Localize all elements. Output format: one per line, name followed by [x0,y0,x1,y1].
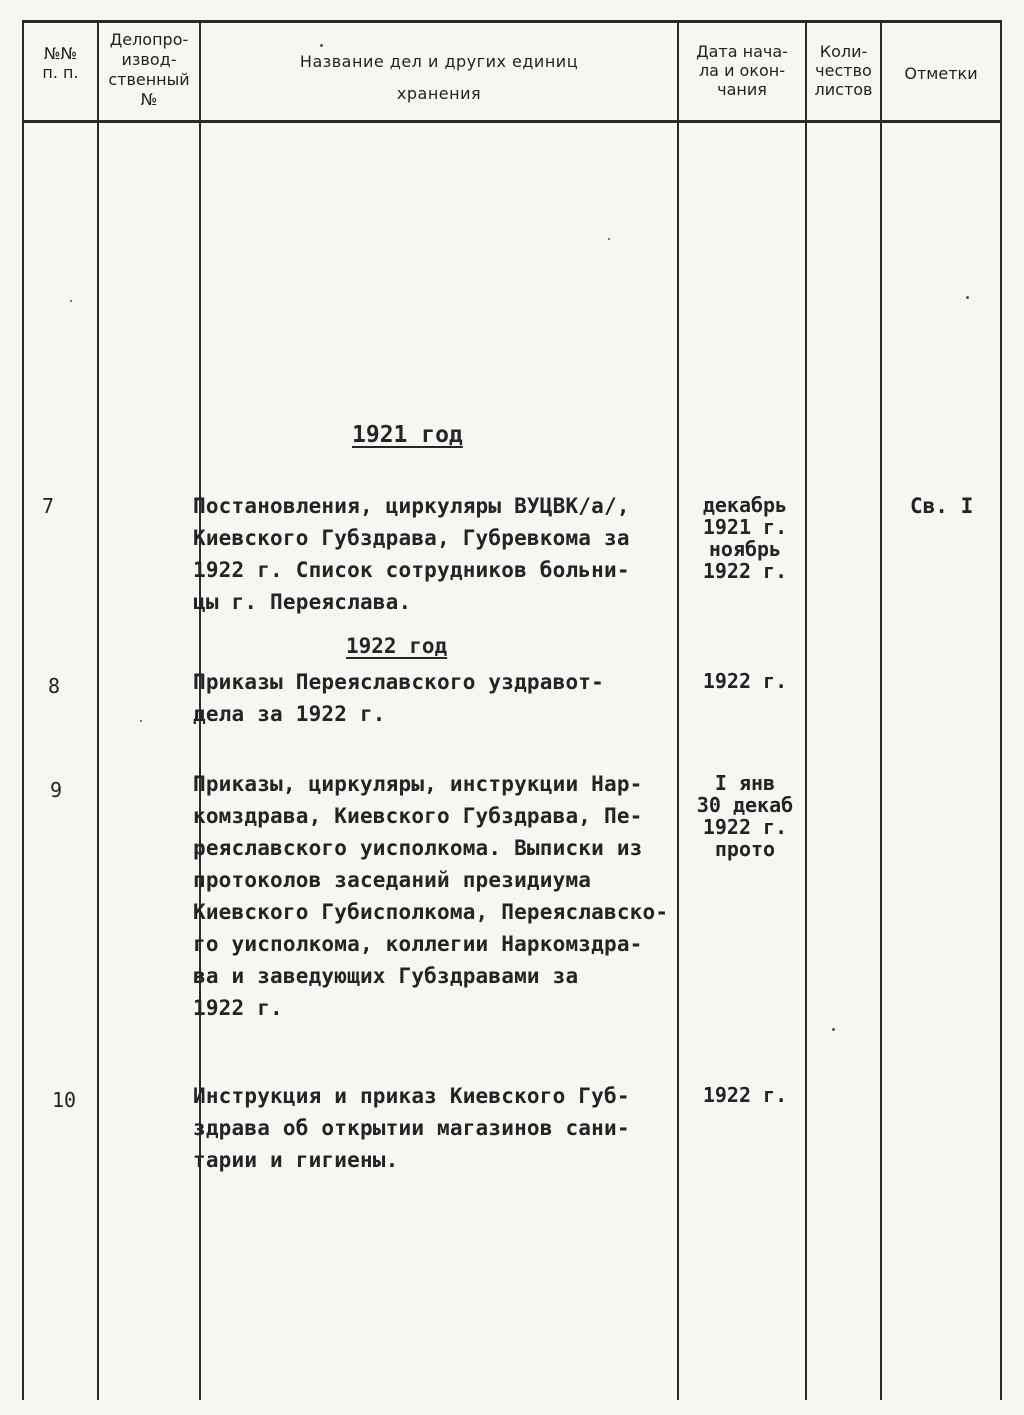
scan-speck [70,300,72,302]
column-rule-4 [805,20,807,1400]
year-heading-1921: 1921 год [352,422,463,448]
header-dates: Дата нача- ла и окон- чания [696,42,788,99]
entry-number: 8 [48,674,61,698]
top-border [22,20,1002,23]
header-notes: Отметки [904,64,978,83]
entry-description: Постановления, циркуляры ВУЦВК/а/, Киевского Губздрава, Губревкома за 1922 г. Список сотрудников больни- цы г. Переяслава. [193,494,630,614]
header-number: №№ п. п. [42,44,79,82]
entry-dates: 1922 г. [702,669,788,693]
column-rule-left [22,20,24,1400]
scan-speck [832,1028,835,1031]
header-title: Название дел и других единиц хранения [299,52,579,103]
entry-number: 10 [52,1088,77,1112]
column-rule-right [1000,20,1002,1400]
entry-description: Приказы, циркуляры, инструкции Нар- комздрава, Киевского Губздрава, Пе- реяславского уисполкома. Выписки из протоколов заседаний президиума Киевского Губисполкома, Переяславско- го уисполкома, коллегии Наркомздра- ва и заведующих Губздравами за 1922 г. [193,772,669,1020]
entry-number: 7 [42,494,55,518]
entry-number: 9 [50,778,63,802]
entry-description: Приказы Переяславского уздравот- дела за 1922 г. [193,670,604,726]
header-bottom-border [22,120,1002,123]
scan-speck [140,720,142,722]
column-rule-1 [97,20,99,1400]
column-rule-5 [880,20,882,1400]
scan-speck [966,296,969,299]
entry-dates: 1922 г. [702,1083,788,1107]
year-heading-1922: 1922 год [346,634,448,658]
entry-notes: Св. I [910,494,974,518]
entry-dates: декабрь 1921 г. ноябрь 1922 г. [702,493,788,583]
entry-dates: I янв 30 декаб 1922 г. прото [696,771,794,861]
header-sheets: Коли- чество листов [814,42,873,99]
entry-description: Инструкция и приказ Киевского Губ- здрава об открытии магазинов сани- тарии и гигиены. [193,1084,630,1172]
scan-speck [608,238,610,240]
scan-speck [320,44,323,47]
header-office-number: Делопро- извод- ственный № [108,30,190,109]
